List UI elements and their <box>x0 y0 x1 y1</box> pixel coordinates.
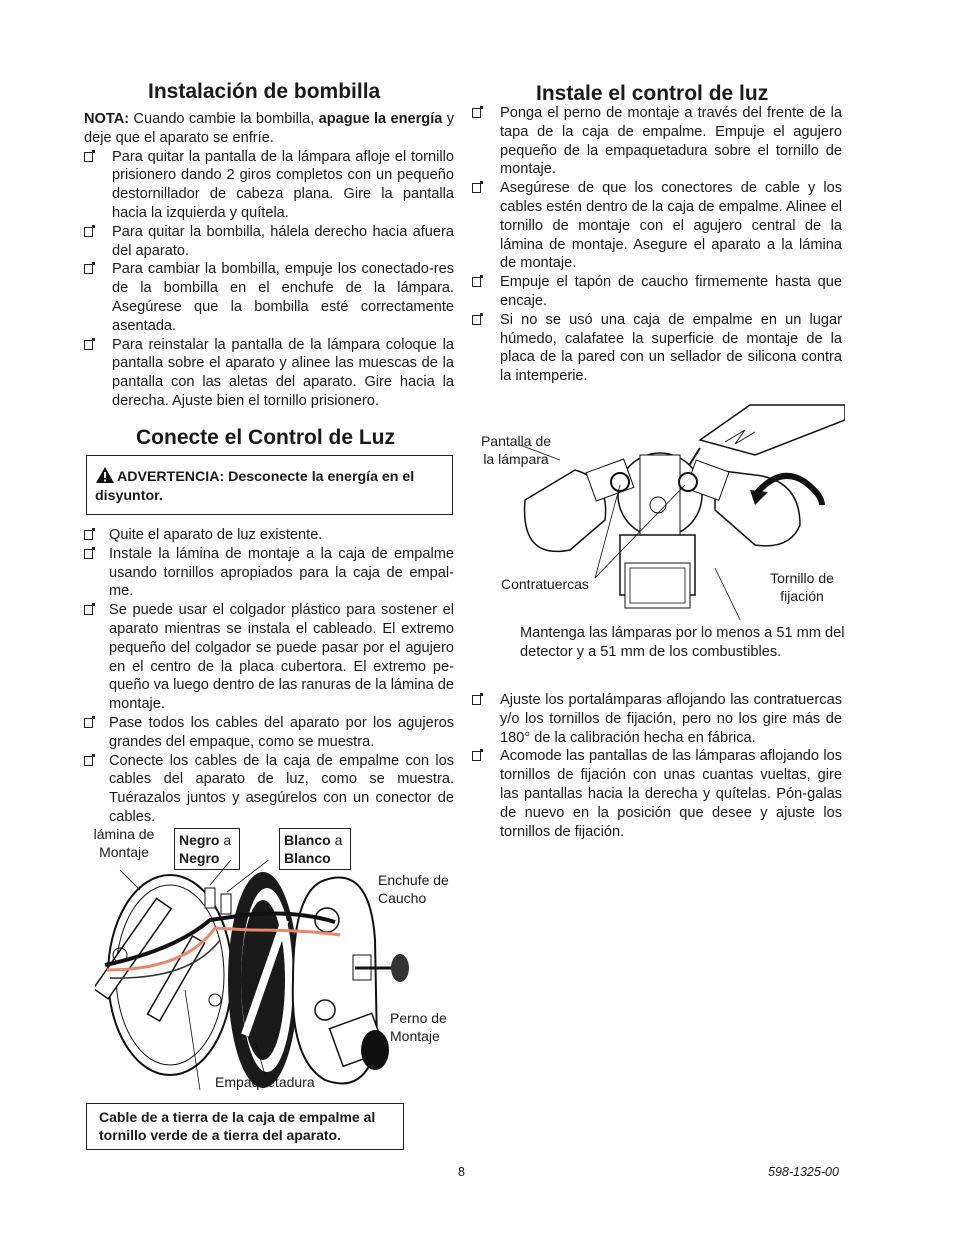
label-perno: Perno de Montaje <box>390 1010 447 1044</box>
list-item: Quite el aparato de luz existente. <box>84 526 454 545</box>
checkbox-icon <box>84 549 93 559</box>
adjust-list-wrap <box>472 691 842 841</box>
label-blanco-a: Blanco <box>284 832 331 848</box>
checkbox-icon <box>472 108 481 118</box>
label-negro-box <box>174 828 240 870</box>
conecte-list-wrap <box>84 526 454 827</box>
checkbox-icon <box>84 264 93 274</box>
adjust-list <box>472 691 842 841</box>
list-item: Para quitar la pantalla de la lámpara afloje el tornillo prisionero dando 2 giros completos con un pequeño destornillador de cabeza plana. Gire la pantalla hacia la izquierda y quítela. <box>84 148 454 223</box>
label-empaquetadura: Empaquetadura <box>215 1074 315 1090</box>
label-negro-a: Negro <box>179 832 220 848</box>
warning-text: ADVERTENCIA: Desconecte la energía en el disyuntor. <box>95 469 415 504</box>
checkbox-icon <box>472 315 481 325</box>
checkbox-icon <box>84 756 93 766</box>
label-blanco-b: Blanco <box>284 850 331 866</box>
label-pantalla: Pantalla de la lámpara <box>480 433 552 467</box>
left-column <box>84 80 454 411</box>
note-bold: apague la energía <box>318 111 443 127</box>
checkbox-icon <box>84 227 93 237</box>
label-enchufe: Enchufe de Caucho <box>378 872 449 906</box>
warning-box <box>86 455 453 515</box>
list-item: Instale la lámina de montaje a la caja de empalme usando tornillos apropiados para la caja de empal-me. <box>84 545 454 601</box>
page-number: 8 <box>458 1165 465 1179</box>
list-item: Se puede usar el colgador plástico para sostener el aparato mientras se instala el cableado. El extremo pequeño del colgador se puede pasar por el agujero en el centro de la placa cubertora. El extremo pe-queño va luego dentro de las ranuras de la lámina de montaje. <box>84 601 454 714</box>
section-title-instale: Instale el control de luz <box>536 82 769 105</box>
note-label: NOTA: <box>84 111 130 127</box>
conecte-list <box>84 526 454 827</box>
label-negro-a-mid: a <box>219 832 232 848</box>
checkbox-icon <box>84 718 93 728</box>
checkbox-icon <box>84 340 93 350</box>
section-title-conecte: Conecte el Control de Luz <box>136 426 396 449</box>
checkbox-icon <box>472 183 481 193</box>
label-blanco-box <box>279 828 351 870</box>
list-item: Para cambiar la bombilla, empuje los conectado-res de la bombilla en el enchufe de la lámpara. Asegúrese que la bombilla esté correctamente asentada. <box>84 260 454 335</box>
list-item: Asegúrese de que los conectores de cable y los cables estén dentro de la caja de empalme. Alinee el tornillo de montaje con el agujero central de la lámina de montaje. Asegure el aparato a la lámina de montaje. <box>472 179 842 273</box>
list-item: Para reinstalar la pantalla de la lámpara coloque la pantalla sobre el aparato y alinee las muescas de la pantalla con las aletas del aparato. Gire hacia la derecha. Ajuste bien el tornillo prisionero. <box>84 336 454 411</box>
section-title-bombilla: Instalación de bombilla <box>148 80 381 103</box>
label-contratuercas: Contratuercas <box>501 576 589 592</box>
list-item: Conecte los cables de la caja de empalme con los cables del aparato de luz, como se muestra. Tuérazalos juntos y asegúrelos con un conector de cables. <box>84 752 454 827</box>
checkbox-icon <box>84 530 93 540</box>
ground-note-box: Cable de a tierra de la caja de empalme al tornillo verde de a tierra del aparato. <box>86 1103 404 1150</box>
instale-list <box>472 104 842 386</box>
label-lamina: lámina de Montaje <box>93 826 155 860</box>
list-item: Empuje el tapón de caucho firmemente hasta que encaje. <box>472 273 842 311</box>
list-item: Acomode las pantallas de las lámparas aflojando los tornillos de fijación con unas cuantas vueltas, gire las pantallas hacia la derecha y quítelas. Pón-galas de nuevo en la posición que desee y ajuste los tornillos de fijación. <box>472 747 842 841</box>
checkbox-icon <box>472 695 481 705</box>
checkbox-icon <box>84 605 93 615</box>
document-code: 598-1325-00 <box>768 1165 839 1179</box>
label-tornillo: Tornillo de fijación <box>770 570 834 604</box>
label-blanco-a-mid: a <box>330 832 343 848</box>
bombilla-list <box>84 148 454 411</box>
label-negro-b: Negro <box>179 850 220 866</box>
note-text: Cuando cambie la bombilla, <box>129 111 319 127</box>
list-item: Ajuste los portalámparas aflojando las contratuercas y/o los tornillos de fijación, pero no los gire más de 180° de la calibración hecha en fábrica. <box>472 691 842 747</box>
list-item: Pase todos los cables del aparato por los agujeros grandes del empaque, como se muestra. <box>84 714 454 752</box>
checkbox-icon <box>84 152 93 162</box>
note-paragraph <box>84 110 454 148</box>
figure-caption: Mantenga las lámparas por lo menos a 51 mm del detector y a 51 mm de los combustibles. <box>520 625 845 660</box>
list-item: Si no se usó una caja de empalme en un lugar húmedo, calafatee la superficie de montaje de la placa de la pared con un sellador de silicona contra la intemperie. <box>472 311 842 386</box>
list-item: Para quitar la bombilla, hálela derecho hacia afuera del aparato. <box>84 223 454 261</box>
checkbox-icon <box>472 751 481 761</box>
list-item: Ponga el perno de montaje a través del frente de la tapa de la caja de empalme. Empuje el agujero pequeño de la empaquetadura sobre el tornillo de montaje. <box>472 104 842 179</box>
warning-icon <box>95 466 115 484</box>
instale-list-wrap <box>472 104 842 386</box>
note-rest: y deje que el aparato se enfríe. <box>84 111 454 146</box>
checkbox-icon <box>472 277 481 287</box>
